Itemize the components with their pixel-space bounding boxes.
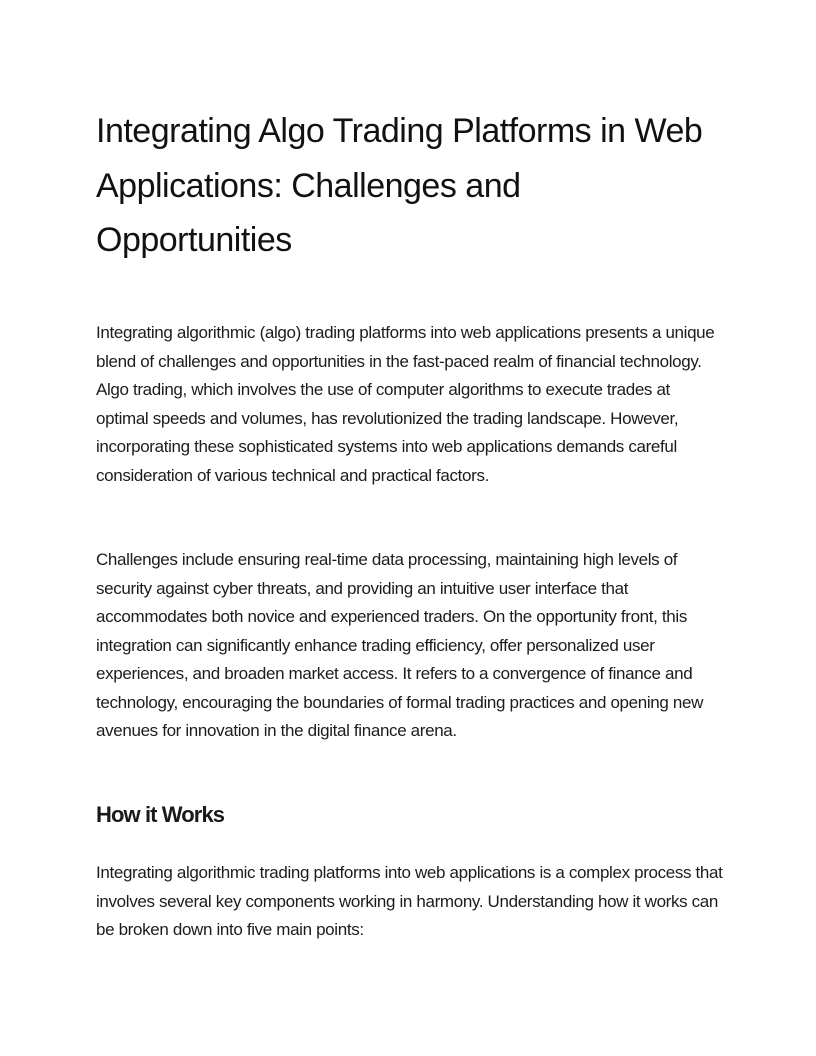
challenges-paragraph: Challenges include ensuring real-time data processing, maintaining high levels of security against cyber threats, and providing an intuitive user interface that accommodates both novice and experienced traders. On the opportunity front, this integration can significantly enhance trading efficiency, offer personalized user experiences, and broaden market access. It refers to a convergence of finance and technology, encouraging the boundaries of formal trading practices and opening new avenues for innovation in the digital finance arena. bbox=[96, 550, 704, 740]
article-title: Integrating Algo Trading Platforms in Web Applications: Challenges and Opportunities bbox=[96, 112, 703, 259]
how-it-works-paragraph: Integrating algorithmic trading platforms into web applications is a complex process that involves several key components working in harmony. Understanding how it works can be broken down into five main points: bbox=[96, 863, 723, 939]
intro-paragraph: Integrating algorithmic (algo) trading platforms into web applications presents a unique blend of challenges and opportunities in the fast-paced realm of financial technology. Algo trading, which involves the use of computer algorithms to execute trades at optimal speeds and volumes, has revolutionized the trading landscape. However, incorporating these sophisticated systems into web applications demands careful consideration of various technical and practical factors. bbox=[96, 323, 715, 485]
section-heading-how-it-works: How it Works bbox=[96, 802, 225, 827]
